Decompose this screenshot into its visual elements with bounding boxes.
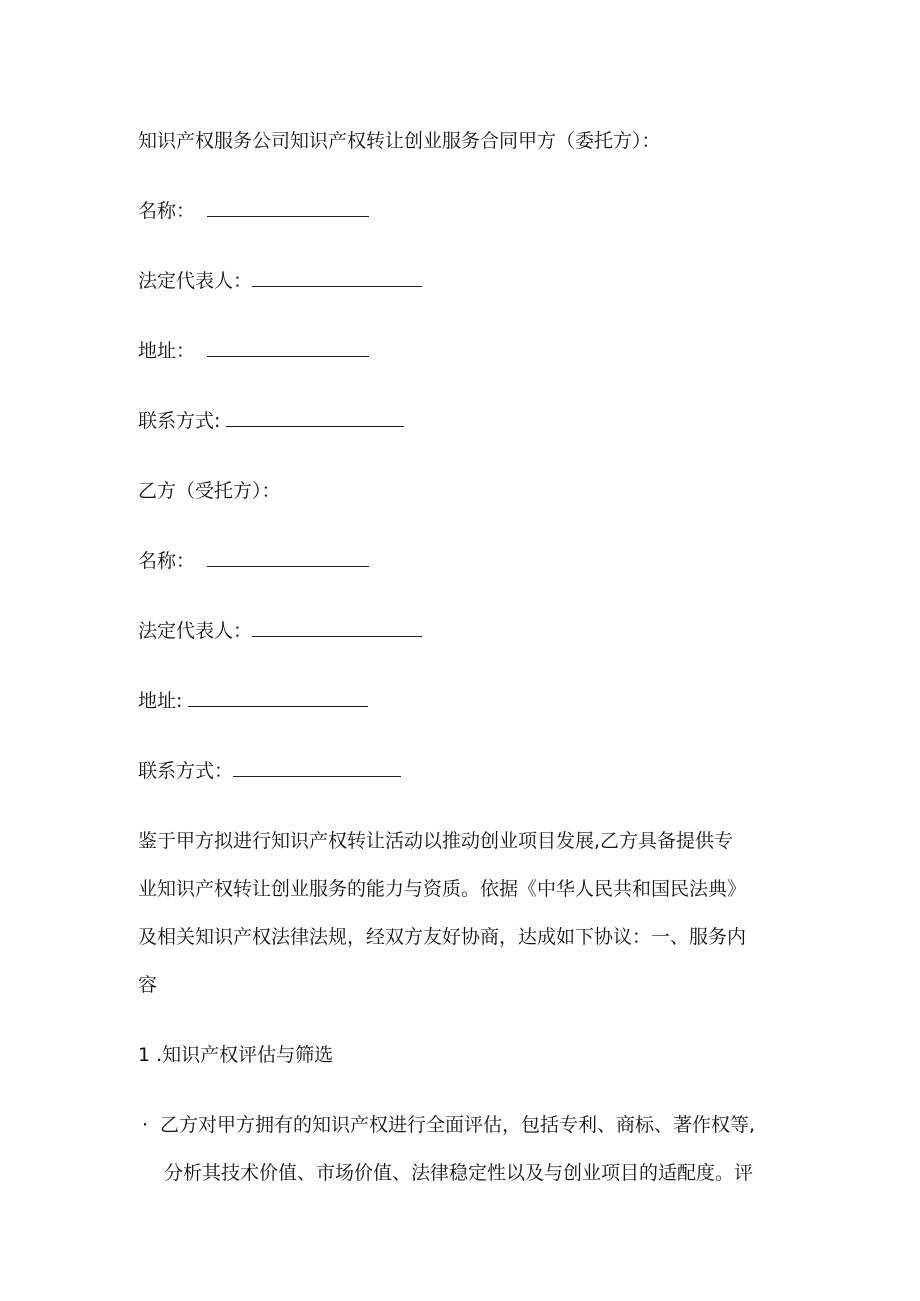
preamble-line: 鉴于甲方拟进行知识产权转让活动以推动创业项目发展,乙方具备提供专 bbox=[138, 830, 734, 852]
party-b-name-blank[interactable] bbox=[207, 548, 369, 567]
party-a-rep-row bbox=[138, 268, 422, 294]
bullet-marker: · bbox=[142, 1114, 149, 1136]
bullet-line: 乙方对甲方拥有的知识产权进行全面评估，包括专利、商标、著作权等, bbox=[160, 1114, 756, 1136]
party-a-rep-label: 法定代表人： bbox=[138, 270, 253, 292]
party-a-addr-row bbox=[138, 338, 369, 364]
party-a-contact-row bbox=[138, 408, 404, 434]
party-b-heading: 乙方（受托方）： bbox=[138, 480, 281, 502]
party-b-contact-label: 联系方式： bbox=[138, 760, 234, 782]
party-b-rep-row bbox=[138, 618, 422, 644]
party-a-contact-label: 联系方式: bbox=[138, 410, 221, 432]
party-a-rep-blank[interactable] bbox=[252, 268, 422, 287]
party-b-contact-row bbox=[138, 758, 401, 784]
party-a-addr-label: 地址： bbox=[138, 340, 196, 362]
party-a-addr-blank[interactable] bbox=[207, 338, 369, 357]
preamble-line: 业知识产权转让创业服务的能力与资质。依据《中华人民共和国民法典》 bbox=[138, 878, 747, 900]
preamble-line: 容 bbox=[138, 974, 158, 996]
party-b-contact-blank[interactable] bbox=[233, 758, 401, 777]
party-b-name-row bbox=[138, 548, 369, 574]
party-b-addr-blank[interactable] bbox=[188, 688, 368, 707]
contract-title: 知识产权服务公司知识产权转让创业服务合同甲方（委托方）： bbox=[138, 130, 661, 152]
section-1-title: 1 .知识产权评估与筛选 bbox=[138, 1044, 334, 1066]
party-b-addr-label: 地址: bbox=[138, 690, 183, 712]
bullet-line: 分析其技术价值、市场价值、法律稳定性以及与创业项目的适配度。评 bbox=[164, 1162, 754, 1184]
party-b-rep-label: 法定代表人： bbox=[138, 620, 253, 642]
preamble-line: 及相关知识产权法律法规，经双方友好协商，达成如下协议：一、服务内 bbox=[138, 926, 747, 948]
party-a-name-row bbox=[138, 198, 369, 224]
party-b-addr-row bbox=[138, 688, 368, 714]
party-b-name-label: 名称： bbox=[138, 550, 196, 572]
party-a-name-label: 名称： bbox=[138, 200, 196, 222]
party-a-name-blank[interactable] bbox=[207, 198, 369, 217]
party-a-contact-blank[interactable] bbox=[226, 408, 404, 427]
party-b-rep-blank[interactable] bbox=[252, 618, 422, 637]
